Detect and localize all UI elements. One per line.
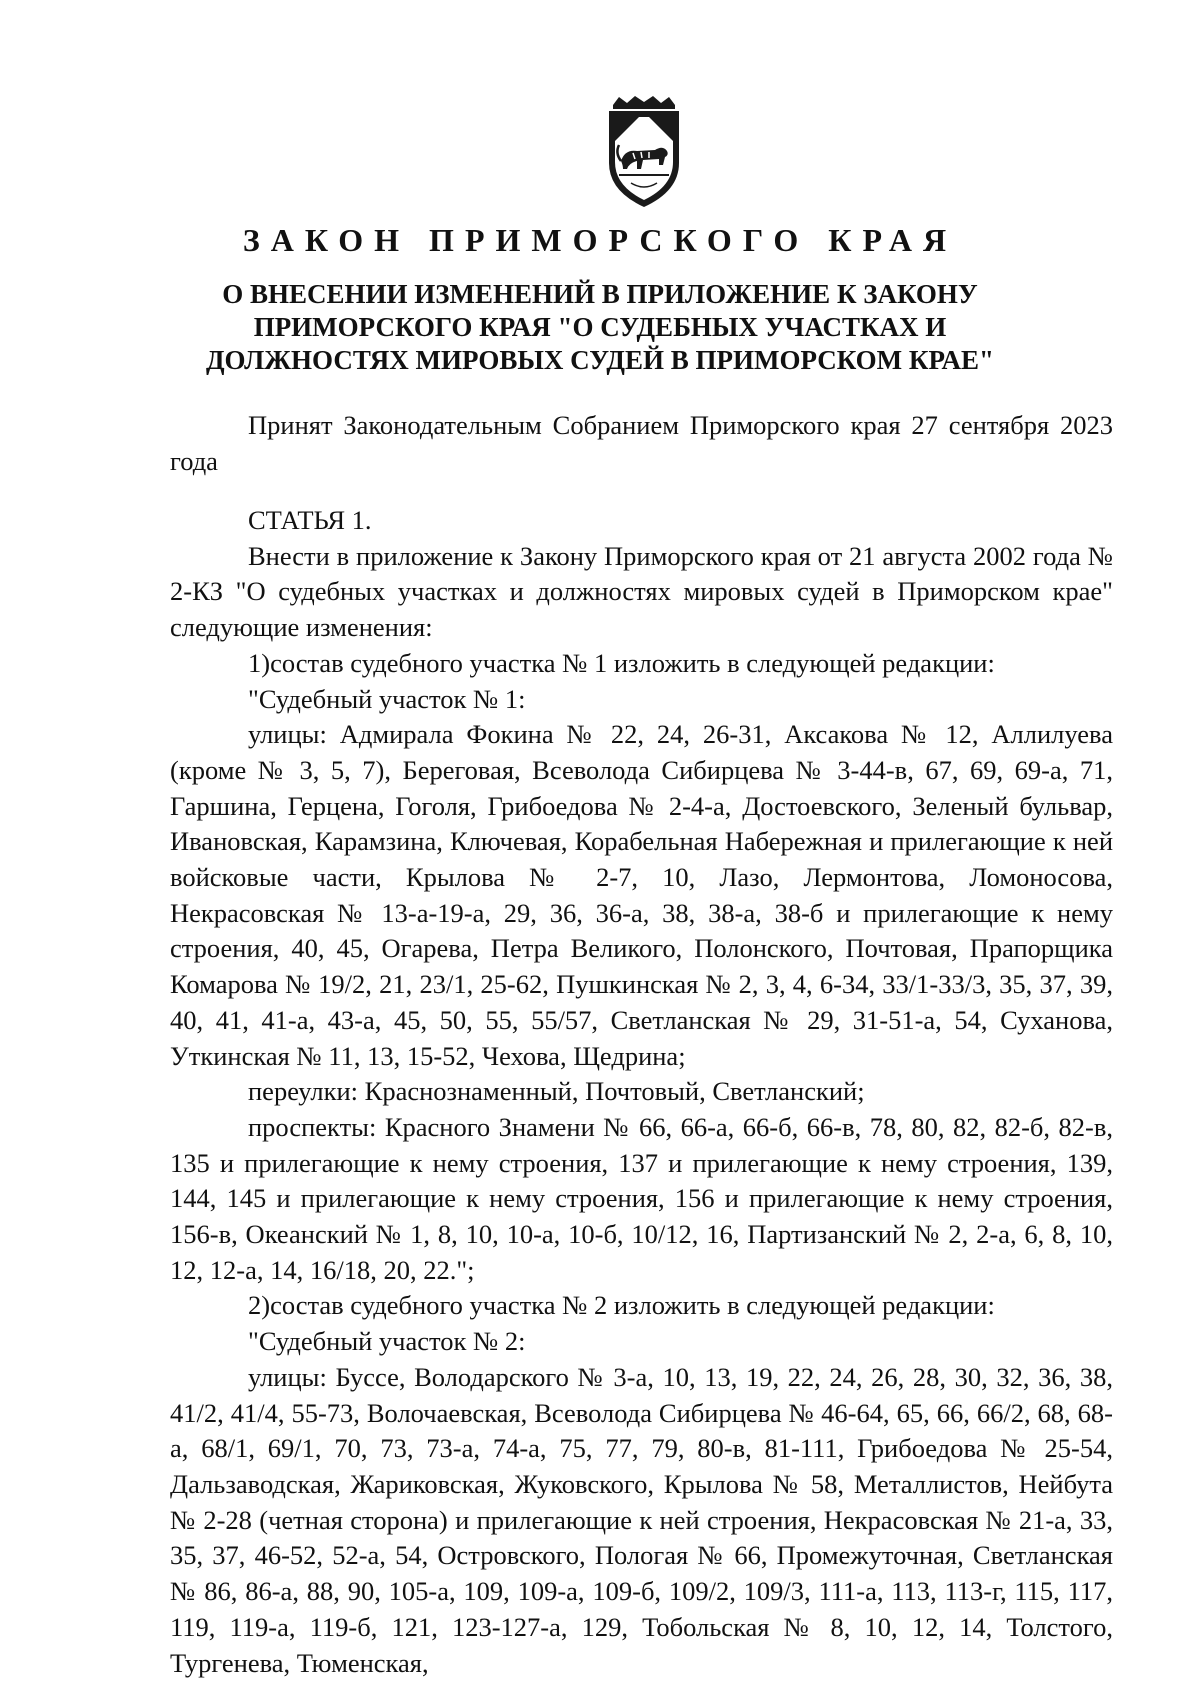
article-paragraph: 1)состав судебного участка № 1 изложить в следующей редакции:: [248, 647, 995, 678]
article-paragraph: улицы: Адмирала Фокина № 22, 24, 26-31, Аксакова № 12, Аллилуева (кроме № 3, 5, 7), Береговая, Всеволода Сибирцева № 3-44-в, 67, 69, 69-а, 71, Гаршина, Герцена, Гоголя, Грибоедова № 2-4-а, Достоевского, Зеленый бульвар, Ивановская, Карамзина, Ключевая, Корабельная Набережная и прилегающие к ней войсковые части, Крылова № 2-7, 10, Лазо, Лермонтова, Ломоносова, Некрасовская № 13-а-19-а, 29, 36, 36-а, 38, 38-а, 38-б и прилегающие к нему строения, 40, 45, Огарева, Петра Великого, Полонского, Почтовая, Прапорщика Комарова № 19/2, 21, 23/1, 25-62, Пушкинская № 2, 3, 4, 6-34, 33/1-33/3, 35, 37, 39, 40, 41, 41-а, 43-а, 45, 50, 55, 55/57, Светланская № 29, 31-51-а, 54, Суханова, Уткинская № 11, 13, 15-52, Чехова, Щедрина;: [170, 719, 1113, 1071]
article-paragraph: "Судебный участок № 2:: [248, 1326, 526, 1357]
subtitle-line: О ВНЕСЕНИИ ИЗМЕНЕНИЙ В ПРИЛОЖЕНИЕ К ЗАКОНУ: [222, 279, 978, 309]
subtitle-line: ПРИМОРСКОГО КРАЯ "О СУДЕБНЫХ УЧАСТКАХ И: [253, 312, 947, 342]
coat-of-arms-icon: [603, 95, 685, 209]
article-paragraph: переулки: Краснознаменный, Почтовый, Светланский;: [248, 1076, 865, 1107]
article-paragraph: проспекты: Красного Знамени № 66, 66-а, 66-б, 66-в, 78, 80, 82, 82-б, 82-в, 135 и прилегающие к нему строения, 137 и прилегающие к нему строения, 139, 144, 145 и прилегающие к нему строения, 156 и прилегающие к нему строения, 156-в, Океанский № 1, 8, 10, 10-а, 10-б, 10/12, 16, Партизанский № 2, 2-а, 6, 8, 10, 12, 12-а, 14, 16/18, 20, 22.";: [170, 1111, 1113, 1285]
adoption-block: [170, 408, 1113, 479]
article-paragraph: 2)состав судебного участка № 2 изложить в следующей редакции:: [248, 1290, 995, 1321]
article-paragraph: улицы: Буссе, Володарского № 3-а, 10, 13, 19, 22, 24, 26, 28, 30, 32, 36, 38, 41/2, 41/4, 55-73, Волочаевская, Всеволода Сибирцева № 46-64, 65, 66, 66/2, 68, 68-а, 68/1, 69/1, 70, 73, 73-а, 74-а, 75, 77, 79, 80-в, 81-111, Грибоедова № 25-54, Дальзаводская, Жариковская, Жуковского, Крылова № 58, Металлистов, Нейбута № 2-28 (четная сторона) и прилегающие к ней строения, Некрасовская № 21-а, 33, 35, 37, 46-52, 52-а, 54, Островского, Пологая № 66, Промежуточная, Светланская № 86, 86-а, 88, 90, 105-а, 109, 109-а, 109-б, 109/2, 109/3, 111-а, 113, 113-г, 115, 117, 119, 119-а, 119-б, 121, 123-127-а, 129, Тобольская № 8, 10, 12, 14, Толстого, Тургенева, Тюменская,: [170, 1361, 1113, 1678]
adoption-statement: Принят Законодательным Собранием Приморского края 27 сентября 2023 года: [170, 410, 1113, 476]
article-paragraph: "Судебный участок № 1:: [248, 683, 526, 714]
article-heading: СТАТЬЯ 1.: [248, 505, 372, 535]
law-subtitle: [150, 278, 1050, 377]
subtitle-line: ДОЛЖНОСТЯХ МИРОВЫХ СУДЕЙ В ПРИМОРСКОМ КРАЕ": [205, 345, 995, 375]
law-title: ЗАКОН ПРИМОРСКОГО КРАЯ: [242, 222, 958, 258]
article-1: [170, 503, 1113, 1681]
article-paragraph: Внести в приложение к Закону Приморского края от 21 августа 2002 года № 2-КЗ "О судебных участках и должностях мировых судей в Приморском крае" следующие изменения:: [170, 540, 1113, 643]
